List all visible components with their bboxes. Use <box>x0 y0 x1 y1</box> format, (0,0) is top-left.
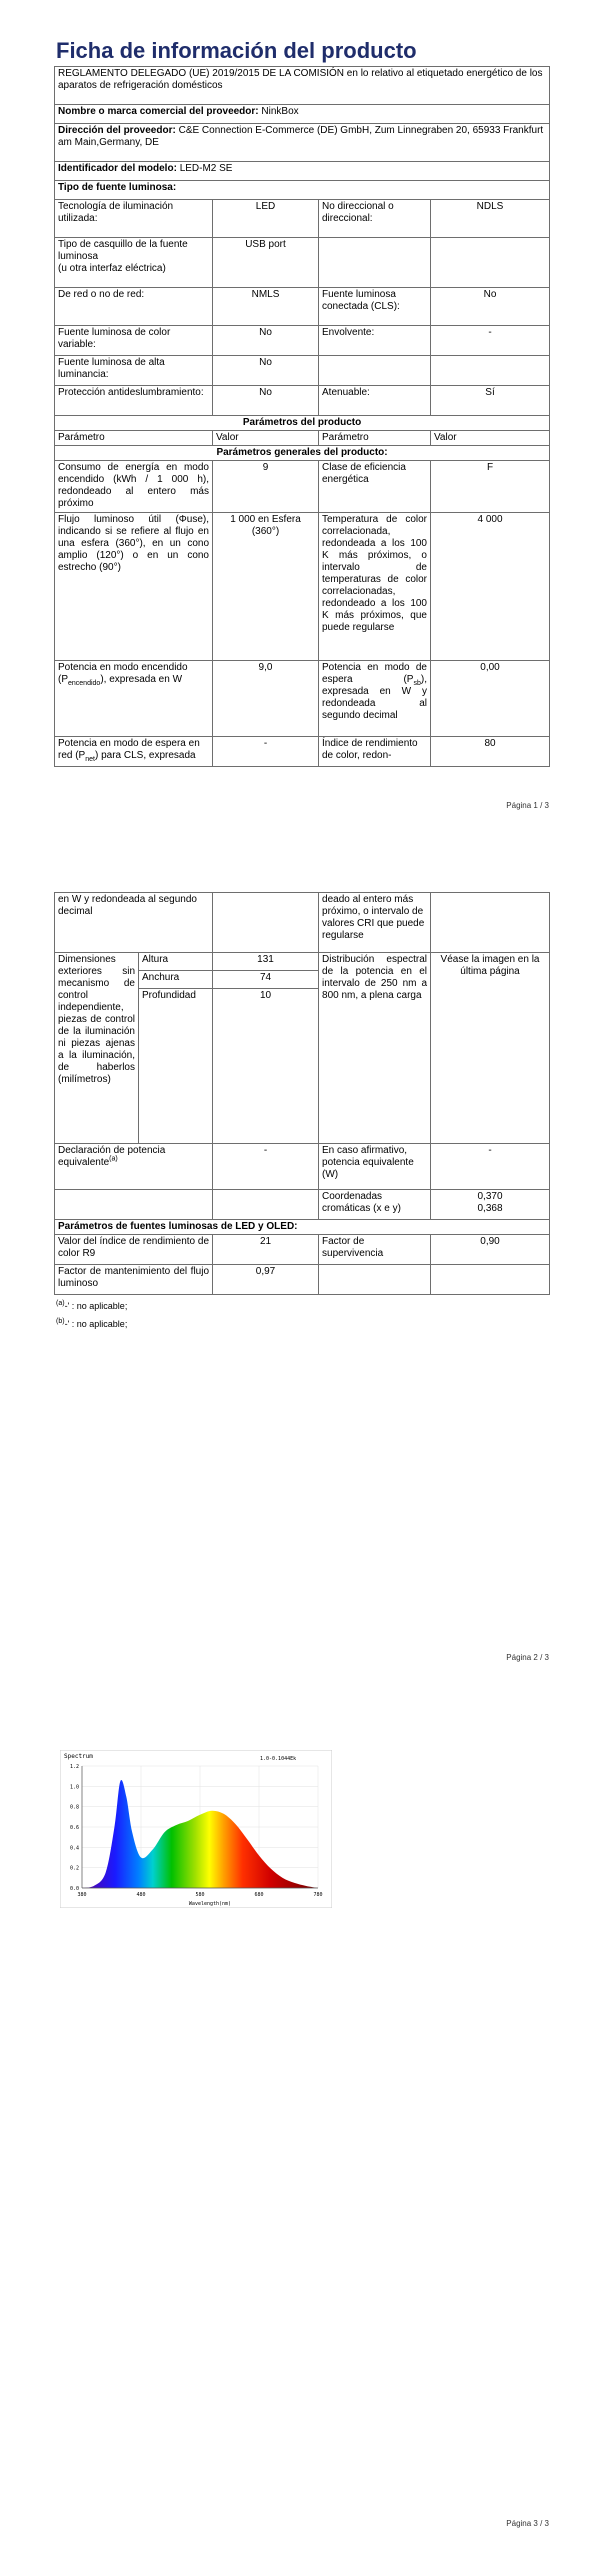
cls-label: Fuente luminosa conectada (CLS): <box>319 288 431 326</box>
cls-value: No <box>431 288 550 326</box>
empty-cell <box>319 356 431 386</box>
mains-value: NMLS <box>213 288 319 326</box>
empty-cell <box>213 893 319 953</box>
net-standby-label: Potencia en modo de espera en red $(P_{net})$ para CLS, expresada <box>55 737 213 767</box>
efficiency-class-label: Clase de eficiencia energética <box>319 461 431 513</box>
param-col-header: Parámetro <box>319 431 431 446</box>
envelope-value: - <box>431 326 550 356</box>
chromaticity-label: Coordenadas cromáticas (x e y) <box>319 1190 431 1220</box>
model-id-value: LED-M2 SE <box>179 163 233 174</box>
y-tick-label: 0.8 <box>69 1804 79 1811</box>
y-tick-label: 1.2 <box>69 1764 79 1770</box>
r9-value: 21 <box>213 1235 319 1265</box>
supplier-name-value: NinkBox <box>261 106 299 117</box>
document-title: Ficha de información del producto <box>56 38 417 63</box>
mains-label: De red o no de red: <box>55 288 213 326</box>
survival-factor-label: Factor de supervivencia <box>319 1235 431 1265</box>
consumption-value: 9 <box>213 461 319 513</box>
x-tick-label: 380 <box>77 1892 87 1898</box>
high-luminance-value: No <box>213 356 319 386</box>
x-axis-label: Wavelength(nm) <box>188 1901 232 1907</box>
cri-label: Índice de rendimiento de color, redon- <box>319 737 431 767</box>
supplier-address-value: C&E Connection E-Commerce (DE) GmbH, Zum Linnegraben 20, 65933 Frankfurt am Main,Germany, DE <box>58 125 544 148</box>
anti-glare-label: Protección antideslumbramiento: <box>55 386 213 416</box>
standby-power-value: 0,00 <box>431 661 550 737</box>
equiv-power-w-label: En caso afirmativo, potencia equivalente (W) <box>319 1144 431 1190</box>
lumen-maintenance-value: 0,97 <box>213 1265 319 1295</box>
x-tick-label: 680 <box>254 1892 264 1898</box>
equiv-power-value: - <box>213 1144 319 1190</box>
page-number: Página 1 / 3 <box>506 801 549 810</box>
footnote: $^{(b)}$-' : no aplicable; <box>56 1318 128 1329</box>
net-standby-label-cont: en W y redondeada al segundo decimal <box>55 893 213 953</box>
x-tick-label: 580 <box>195 1892 205 1898</box>
empty-cell <box>319 238 431 288</box>
value-col-header: Valor <box>213 431 319 446</box>
anti-glare-value: No <box>213 386 319 416</box>
page-number: Página 2 / 3 <box>506 1653 549 1662</box>
flux-value: 1 000 en Esfera (360°) <box>213 513 319 661</box>
cap-type-value: USB port <box>213 238 319 288</box>
empty-cell <box>431 356 550 386</box>
cap-type-label: Tipo de casquillo de la fuente luminosa (u otra interfaz eléctrica) <box>55 238 213 288</box>
equiv-power-label: Declaración de potencia equivalente$^{(a)}$ <box>55 1144 213 1190</box>
empty-cell <box>213 1190 319 1220</box>
r9-label: Valor del índice de rendimiento de color R9 <box>55 1235 213 1265</box>
survival-factor-value: 0,90 <box>431 1235 550 1265</box>
dimension-value-depth: 10 <box>213 989 319 1144</box>
standby-power-label: Potencia en modo de espera $(P_{sb})$, expresada en W y redondeada al segundo decimal <box>319 661 431 737</box>
consumption-label: Consumo de energía en modo encendido (kWh / 1 000 h), redondeado al entero más próximo <box>55 461 213 513</box>
cri-label-cont: deado al entero más próximo, o intervalo de valores CRI que puede regularse <box>319 893 431 953</box>
power-on-value: 9,0 <box>213 661 319 737</box>
supplier-name-row: Nombre o marca comercial del proveedor: NinkBox <box>55 105 550 124</box>
x-tick-label: 780 <box>313 1892 323 1898</box>
regulation-text: REGLAMENTO DELEGADO (UE) 2019/2015 DE LA COMISIÓN en lo relativo al etiquetado energético de los aparatos de refrigeración domésticos <box>55 67 550 105</box>
directional-value: NDLS <box>431 200 550 238</box>
empty-cell <box>431 893 550 953</box>
cct-label: Temperatura de color correlacionada, redondeada a los 100 K más próximos, o intervalo de temperaturas de color correlacionadas, redondeado a los 100 K más próximos, que puede regularse <box>319 513 431 661</box>
info-table-page-2 <box>54 892 550 1295</box>
chart-title: Spectrum <box>64 1753 93 1760</box>
spectral-distribution-value: Véase la imagen en la última página <box>431 953 550 1144</box>
product-params-header: Parámetros del producto <box>55 416 550 431</box>
y-tick-label: 0.0 <box>69 1886 79 1892</box>
spectrum-chart <box>60 1750 332 1908</box>
dimensions-label: Dimensiones exteriores sin mecanismo de control independiente, piezas de control de la iluminación ni piezas ajenas a la iluminación, de haberlos (milímetros) <box>55 953 139 1144</box>
equiv-power-w-value: - <box>431 1144 550 1190</box>
net-standby-value: - <box>213 737 319 767</box>
general-params-header: Parámetros generales del producto: <box>55 446 550 461</box>
model-id-row: Identificador del modelo: LED-M2 SE <box>55 162 550 181</box>
y-tick-label: 0.4 <box>69 1845 79 1852</box>
value-col-header: Valor <box>431 431 550 446</box>
lumen-maintenance-label: Factor de mantenimiento del flujo luminoso <box>55 1265 213 1295</box>
chart-subtitle: 1.0-0.1044Ek <box>260 1756 297 1762</box>
lighting-technology-value: LED <box>213 200 319 238</box>
footnote: $^{(a)}$-' : no aplicable; <box>56 1300 128 1311</box>
efficiency-class-value: F <box>431 461 550 513</box>
supplier-address-row: Dirección del proveedor: C&E Connection E-Commerce (DE) GmbH, Zum Linnegraben 20, 65933 Frankfurt am Main,Germany, DE <box>55 124 550 162</box>
empty-cell <box>55 1190 213 1220</box>
lighting-technology-label: Tecnología de iluminación utilizada: <box>55 200 213 238</box>
info-table-page-1 <box>54 66 550 767</box>
spectral-distribution-label: Distribución espectral de la potencia en el intervalo de 250 nm a 800 nm, a plena carga <box>319 953 431 1144</box>
dimmable-label: Atenuable: <box>319 386 431 416</box>
dimension-name-width: Anchura <box>139 971 213 989</box>
cri-value: 80 <box>431 737 550 767</box>
dimension-value-height: 131 <box>213 953 319 971</box>
chromaticity-value: 0,370 0,368 <box>431 1190 550 1220</box>
dimmable-value: Sí <box>431 386 550 416</box>
y-tick-label: 1.0 <box>69 1784 79 1791</box>
dimension-name-depth: Profundidad <box>139 989 213 1144</box>
high-luminance-label: Fuente luminosa de alta luminancia: <box>55 356 213 386</box>
param-col-header: Parámetro <box>55 431 213 446</box>
dimension-value-width: 74 <box>213 971 319 989</box>
envelope-label: Envolvente: <box>319 326 431 356</box>
led-params-header: Parámetros de fuentes luminosas de LED y OLED: <box>55 1220 550 1235</box>
y-tick-label: 0.2 <box>69 1865 79 1872</box>
y-tick-label: 0.6 <box>69 1825 79 1831</box>
empty-cell <box>319 1265 431 1295</box>
power-on-label: Potencia en modo encendido $(P_{encendido})$, expresada en W <box>55 661 213 737</box>
directional-label: No direccional o direccional: <box>319 200 431 238</box>
cct-value: 4 000 <box>431 513 550 661</box>
page-number: Página 3 / 3 <box>506 2519 549 2528</box>
light-source-type-header: Tipo de fuente luminosa: <box>55 181 550 200</box>
empty-cell <box>431 238 550 288</box>
dimension-name-height: Altura <box>139 953 213 971</box>
flux-label: Flujo luminoso útil (Φuse), indicando si se refiere al flujo en una esfera (360°), en un cono amplio (120°) o en un cono estrecho (90°) <box>55 513 213 661</box>
color-tunable-value: No <box>213 326 319 356</box>
x-tick-label: 480 <box>136 1892 146 1898</box>
color-tunable-label: Fuente luminosa de color variable: <box>55 326 213 356</box>
empty-cell <box>431 1265 550 1295</box>
